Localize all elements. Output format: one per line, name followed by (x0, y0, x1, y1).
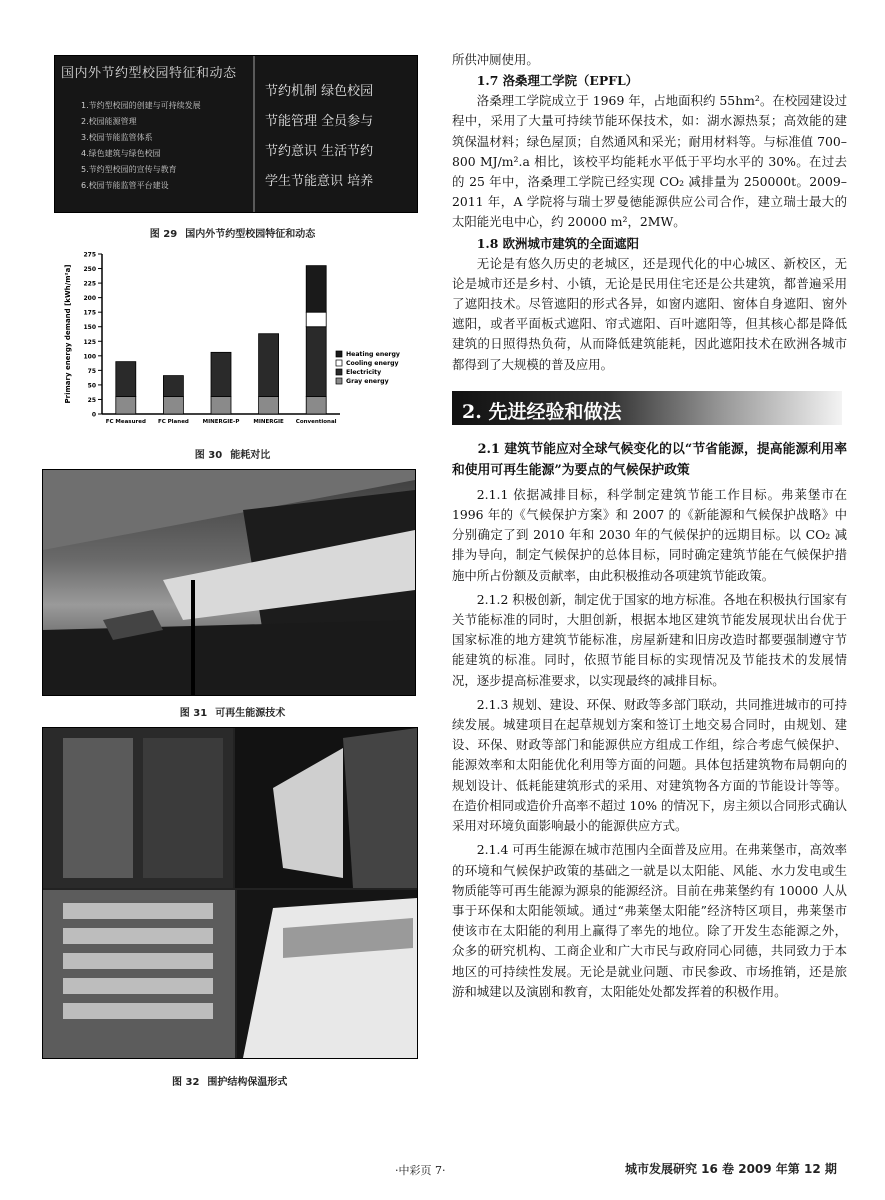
fig29-right-item: 学生节能意识 培养 (265, 174, 374, 189)
caption-number: 图 32 (172, 1077, 200, 1088)
fig29-left-item: 4.绿色建筑与绿色校园 (81, 149, 161, 158)
caption-number: 图 30 (194, 450, 223, 461)
building-envelope-photo-icon (43, 728, 417, 1058)
bar-segment-electricity (259, 334, 279, 397)
bar-segment-heating-energy (306, 266, 326, 313)
legend-label: Electricity (346, 369, 382, 376)
caption-text: 能耗对比 (230, 450, 271, 461)
y-tick-label: 25 (87, 396, 96, 404)
paragraph-1-8: 无论是有悠久历史的老城区，还是现代化的中心城区、新校区，无论是城市还是乡村、小镇，无论是民用住宅还是公共建筑，都普遍采用了遮阳技术。尽管遮阳的形式各异，如窗内遮阳、窗体自身遮阳、窗外遮阳，或者平面板式遮阳、帘式遮阳、百叶遮阳等，但其核心都是降低建筑的日照得热负荷，从而降低建筑能耗，因此遮阳技术在欧洲各城市都得到了大规模的普及应用。 (452, 255, 847, 372)
energy-chart-svg (40, 244, 425, 444)
caption-text: 可再生能源技术 (215, 708, 286, 719)
solar-panel-photo-icon (43, 470, 415, 695)
bar-segment-gray-energy (211, 397, 231, 414)
bar-segment-cooling-energy (306, 312, 326, 327)
x-tick-label: MINERGIE (253, 419, 284, 425)
caption-number: 图 31 (179, 708, 208, 719)
left-column (40, 55, 425, 1088)
section-banner (452, 391, 842, 425)
legend-swatch (336, 351, 342, 357)
y-tick-label: 125 (83, 338, 96, 346)
fig29-right-item: 节约意识 生活节约 (265, 144, 374, 159)
fig29-left-item: 3.校园节能监管体系 (81, 133, 153, 142)
paragraph-2-1-3: 2.1.3 规划、建设、环保、财政等多部门联动，共同推进城市的可持续发展。城建项目在起草规划方案和签订土地交易合同时，由规划、建设、环保、财政等部门和能源供应方组成工作组，综合考虑气候保护、能源效率和太阳能优化利用等方面的问题。具体包括建筑物布局朝向的规划设计、低耗能建筑形式的采用、对建筑物各方面的节能设计等等。在造价相同或造价升高率不超过 10% 的情况下，房主须以合同形式确认采用对环境负面影响最小的能源供应方式。 (452, 696, 847, 834)
figure-29-caption (40, 225, 425, 240)
legend-swatch (336, 378, 342, 384)
y-tick-label: 200 (83, 295, 96, 303)
right-column (452, 50, 847, 1002)
y-tick-label: 275 (83, 251, 96, 259)
x-tick-label: Conventional (295, 419, 337, 425)
y-tick-label: 250 (83, 266, 96, 274)
bar-segment-electricity (211, 352, 231, 396)
caption-text: 围护结构保温形式 (207, 1077, 288, 1088)
y-tick-label: 0 (91, 411, 96, 419)
journal-info: 城市发展研究 16 卷 2009 年第 12 期 (625, 1162, 837, 1176)
bar-segment-gray-energy (306, 397, 326, 414)
figure-30-chart (40, 244, 425, 444)
y-tick-label: 175 (83, 309, 96, 317)
legend-swatch (336, 369, 342, 375)
fig29-title: 国内外节约型校园特征和动态 (61, 66, 237, 81)
bar-segment-gray-energy (116, 397, 136, 414)
figure-32-caption (40, 1073, 425, 1088)
legend-label: Heating energy (346, 351, 400, 358)
x-tick-label: FC Measured (105, 419, 146, 425)
figure-31-photo (42, 469, 416, 696)
fig29-right-item: 节约机制 绿色校园 (265, 84, 374, 99)
figure-29-image (54, 55, 418, 213)
bar-segment-gray-energy (163, 397, 183, 414)
bar-segment-electricity (163, 376, 183, 397)
figure-31-caption (40, 704, 425, 719)
legend-label: Cooling energy (346, 360, 399, 367)
y-tick-label: 150 (83, 324, 96, 332)
figure-30-caption (40, 446, 425, 461)
figure-32-photo (42, 727, 418, 1059)
bar-segment-electricity (306, 327, 326, 397)
section-title: 2. 先进经验和做法 (462, 400, 622, 423)
paragraph-2-1-2: 2.1.2 积极创新，制定优于国家的地方标准。各地在积极执行国家有关节能标准的同时，大胆创新，根据本地区建筑节能发展现状出台优于国家标准的地方建筑节能标准，房屋新建和旧房改造时都要强制遵守节能建筑的标准。同时，依照节能目标的实现情况及节能技术的发展情况，逐步提高标准要求，以实现最终的减排目标。 (452, 591, 847, 688)
heading-2-1: 2.1 建筑节能应对全球气候变化的以“节省能源，提高能源利用率和使用可再生能源”为要点的气候保护政策 (452, 441, 847, 478)
y-tick-label: 75 (87, 367, 96, 375)
heading-1-8: 1.8 欧洲城市建筑的全面遮阳 (476, 235, 639, 251)
paragraph-continued: 所供冲厕使用。 (452, 52, 539, 67)
legend-label: Gray energy (346, 378, 389, 385)
fig29-left-item: 5.节约型校园的宣传与教育 (81, 165, 177, 174)
y-tick-label: 50 (87, 382, 96, 390)
heading-1-7: 1.7 洛桑理工学院（EPFL） (476, 73, 639, 89)
caption-text: 国内外节约型校园特征和动态 (185, 229, 316, 240)
paragraph-1-7: 洛桑理工学院成立于 1969 年，占地面积约 55hm²。在校园建设过程中，采用了大量可持续节能环保技术，如：湖水源热泵；高效能的建筑保温材料；绿色屋顶；自然通风和采光；耐用材料等。与标准值 700–800 MJ/m².a 相比，该校平均能耗水平低于平均水平的 30%。在过去的 25 年中，洛桑理工学院已经实现 CO₂ 减排量为 250000t。2009–2011 年，A 学院将与瑞士罗曼徳能源供应公司合作，建立瑞士最大的太阳能光电中心，约 20000 m²，2MW。 (452, 93, 847, 230)
paragraph-2-1-4: 2.1.4 可再生能源在城市范围内全面普及应用。在弗莱堡市，高效率的环境和气候保护政策的基础之一就是以太阳能、风能、水力发电或生物质能等可再生能源为源泉的能源经济。目前在弗莱堡约有 10000 人从事于环保和太阳能领域。通过“弗莱堡太阳能”经济特区项目，弗莱堡市使该市在太阳能的利用上赢得了率先的地位。除了开发生态能源之外，众多的研究机构、工商企业和广大市民与政府同心同德，共同致力于本地区的可持续性发展。无论是就业问题、市民参政、市场推销，还是旅游和城建以及演剧和教育，太阳能处处都发挥着的积极作用。 (452, 842, 847, 999)
legend-swatch (336, 360, 342, 366)
fig29-right-item: 节能管理 全员参与 (265, 114, 374, 129)
y-tick-label: 225 (83, 280, 96, 288)
y-axis-label: Primary energy demand [kWh/m²a] (64, 264, 72, 404)
paragraph-2-1-1: 2.1.1 依据减排目标，科学制定建筑节能工作目标。弗莱堡市在 1996 年的《气候保护方案》和 2007 的《新能源和气候保护战略》中分别确定了到 2010 年和 2030 年的气候保护的远期目标。以 CO₂ 减排为导向，制定气候保护的总体目标，同时确定建筑节能在气候保护措施中所占份额及贡献率，由此积极推动各项建筑节能政策。 (452, 486, 847, 583)
bar-segment-electricity (116, 362, 136, 397)
x-tick-label: MINERGIE-P (202, 419, 240, 425)
bar-segment-gray-energy (259, 397, 279, 414)
page-number: ·中彩页 7· (395, 1164, 446, 1177)
fig29-left-item: 2.校园能源管理 (81, 117, 137, 126)
x-tick-label: FC Planed (157, 419, 189, 425)
fig29-left-item: 1.节约型校园的创建与可持续发展 (81, 101, 201, 110)
caption-number: 图 29 (149, 229, 178, 240)
fig29-divider (253, 56, 255, 212)
y-tick-label: 100 (83, 353, 96, 361)
fig29-left-item: 6.校园节能监管平台建设 (81, 181, 169, 190)
